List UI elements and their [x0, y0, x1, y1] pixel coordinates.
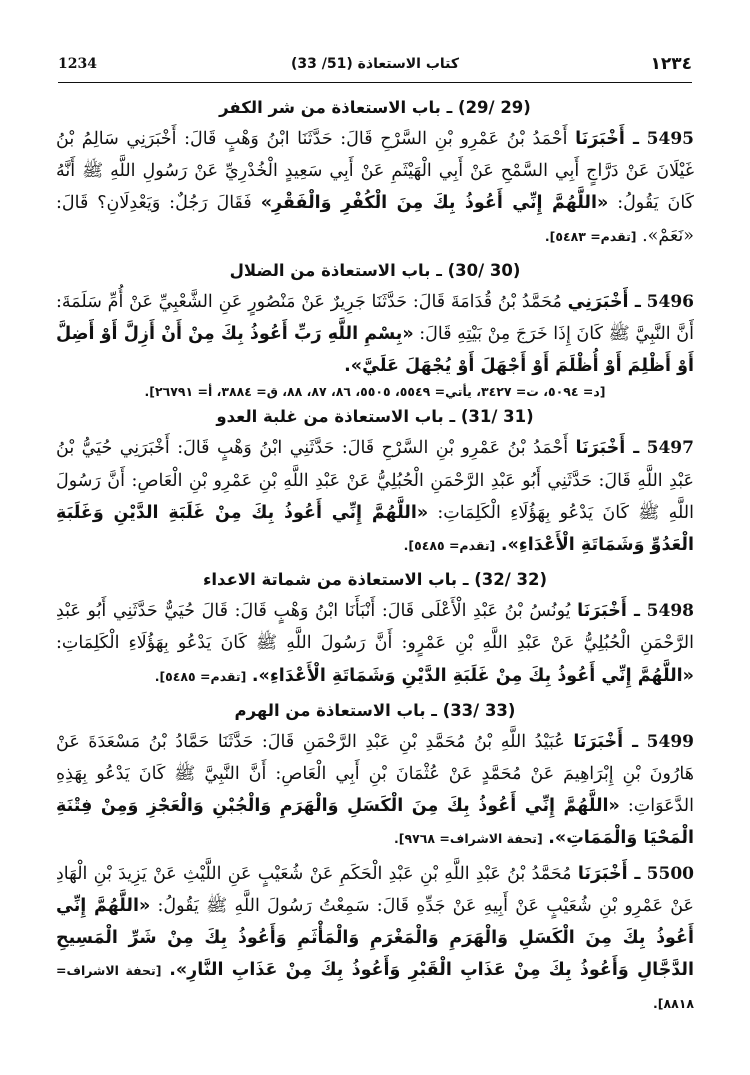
hadith-paragraph: [56, 123, 694, 253]
hadith-supplication: «اللَّهُمَّ إِنِّي أَعُوذُ بِكَ مِنَ الْكَسَلِ وَالْهَرَمِ وَالْجُبْنِ وَالْعَجْزِ وَمِنْ فِتْنَةِ الْمَحْيَا وَالْمَمَاتِ».: [56, 796, 694, 849]
hadith-prefix: ـ أَخْبَرَنَا: [577, 863, 641, 884]
hadith-prefix: ـ أَخْبَرَنَا: [575, 438, 640, 459]
hadith-number: 5497: [646, 438, 694, 459]
hadith-number: 5496: [646, 291, 694, 312]
hadith-paragraph: [56, 432, 694, 562]
hadith-text: أَحْمَدُ بْنُ عَمْرِو بْنِ السَّرْحِ قَالَ: حَدَّثَنَا ابْنُ وَهْبٍ قَالَ: أَخْبَرَنِي سَالِمُ بْنُ غَيْلَانَ عَنْ دَرَّاجٍ أَبِي السَّمْحِ عَنْ أَبِي الْهَيْثَمِ عَنْ أَبِي سَعِيدٍ الْخُدْرِيِّ عَنْ رَسُولِ اللَّهِ ﷺ أَنَّهُ كَانَ يَقُولُ:: [56, 129, 694, 214]
hadith-text: أَحْمَدُ بْنُ عَمْرِو بْنِ السَّرْحِ قَالَ: حَدَّثَنِي ابْنُ وَهْبٍ قَالَ: أَخْبَرَنِي حُيَيُّ بْنُ عَبْدِ اللَّهِ قَالَ: حَدَّثَنِي أَبُو عَبْدِ الرَّحْمَنِ الْحُبُلِيُّ عَنْ عَبْدِ اللَّهِ بْنِ عَمْرِو بْنِ الْعَاصِ: أَنَّ رَسُولَ اللَّهِ ﷺ كَانَ يَدْعُو بِهَؤُلَاءِ الْكَلِمَاتِ:: [56, 438, 694, 523]
running-header: [58, 52, 692, 83]
hadith-supplication: «اللَّهُمَّ إِنِّي أَعُوذُ بِكَ مِنْ غَلَبَةِ الدَّيْنِ وَشَمَاتَةِ الْأَعْدَاءِ».: [251, 665, 694, 686]
chapter-heading: (30 /30) ـ باب الاستعاذة من الضلال: [229, 260, 521, 280]
hadith-text: مُحَمَّدُ بْنُ عَبْدِ اللَّهِ بْنِ عَبْدِ الْحَكَمِ عَنْ شُعَيْبٍ عَنِ اللَّيْثِ عَنْ يَزِيدَ بْنِ الْهَادِ عَنْ عَمْرِو بْنِ شُعَيْبٍ عَنْ أَبِيهِ عَنْ جَدِّهِ قَالَ: سَمِعْتُ رَسُولَ اللَّهِ ﷺ يَقُولُ:: [56, 863, 694, 916]
page-number-latin: 1234: [58, 56, 97, 72]
hadith-paragraph: [56, 595, 694, 693]
hadith-reference: [تقدم= ٥٤٨٥].: [403, 538, 496, 554]
chapter-heading: (32 /32) ـ باب الاستعاذة من شماتة الاعداء: [202, 570, 548, 590]
hadith-prefix: ـ أَخْبَرَنَا: [573, 731, 639, 752]
hadith-paragraph: [56, 286, 694, 383]
hadith-prefix: ـ أَخْبَرَنَا: [577, 601, 641, 622]
hadith-continuation: فَقَالَ رَجُلٌ: وَيَعْدِلَانِ؟ قَالَ: «نَعَمْ».: [56, 193, 694, 246]
hadith-supplication: «اللَّهُمَّ إِنِّي أَعُوذُ بِكَ مِنَ الْكُفْرِ وَالْفَقْرِ»: [260, 193, 609, 214]
hadith-supplication: «بِسْمِ اللَّهِ رَبِّ أَعُوذُ بِكَ مِنْ أَنْ أَزِلَّ أَوْ أَضِلَّ أَوْ أَظْلِمَ أَوْ أُظْلَمَ أَوْ أَجْهَلَ أَوْ يُجْهَلَ عَلَيَّ».: [56, 324, 694, 377]
hadith-paragraph: [56, 858, 694, 1021]
hadith-text: عُبَيْدُ اللَّهِ بْنُ مُحَمَّدِ بْنِ عَبْدِ الرَّحْمَنِ قَالَ: حَدَّثَنَا حَمَّادُ بْنُ مَسْعَدَةَ عَنْ هَارُونَ بْنِ إِبْرَاهِيمَ عَنْ مُحَمَّدٍ عَنْ عُثْمَانَ بْنِ أَبِي الْعَاصِ: أَنَّ النَّبِيَّ ﷺ كَانَ يَدْعُو بِهَذِهِ الدَّعَوَاتِ:: [56, 731, 694, 817]
chapter-heading: (31 /31) ـ باب الاستعاذة من غلبة العدو: [216, 407, 534, 427]
hadith-supplication: «اللَّهُمَّ إِنِّي أَعُوذُ بِكَ مِنْ غَلَبَةِ الدَّيْنِ وَغَلَبَةِ الْعَدُوِّ وَشَمَاتَةِ الْأَعْدَاءِ».: [56, 502, 694, 556]
chapter-heading: (33 /33) ـ باب الاستعاذة من الهرم: [234, 700, 516, 720]
page-body: [56, 90, 694, 1023]
chapter-heading: (29 /29) ـ باب الاستعاذة من شر الكفر: [219, 98, 531, 117]
hadith-reference: [تقدم= ٥٤٨٣].: [544, 228, 637, 244]
hadith-reference: [تحفة الاشراف= ٨٨١٨].: [56, 963, 694, 1012]
hadith-prefix: ـ أَخْبَرَنِي: [567, 291, 641, 312]
hadith-reference: [تحفة الاشراف= ٩٧٦٨].: [394, 831, 543, 847]
hadith-paragraph: [56, 726, 694, 856]
hadith-number: 5495: [646, 129, 694, 149]
hadith-number: 5499: [646, 731, 694, 752]
hadith-number: 5498: [646, 601, 694, 622]
cross-references: [د= ٥٠٩٤، ت= ٣٤٢٧، يأتي= ٥٥٤٩، ٥٥٠٥، ٨٦، ٨٧، ٨٨، ق= ٣٨٨٤، أ= ٢٦٧٩١].: [144, 384, 606, 400]
hadith-prefix: ـ أَخْبَرَنَا: [575, 129, 640, 149]
hadith-number: 5500: [646, 863, 694, 884]
running-chapter-title: كتاب الاستعاذة (51/ 33): [290, 56, 460, 72]
page-number-arabic: ١٢٣٤: [650, 54, 692, 74]
hadith-reference: [تقدم= ٥٤٨٥].: [154, 668, 247, 684]
hadith-text: مُحَمَّدُ بْنُ قُدَامَةَ قَالَ: حَدَّثَنَا جَرِيرٌ عَنْ مَنْصُورٍ عَنِ الشَّعْبِيِّ عَنْ أُمِّ سَلَمَةَ: أَنَّ النَّبِيَّ ﷺ كَانَ إِذَا خَرَجَ مِنْ بَيْتِهِ قَالَ:: [56, 291, 694, 345]
hadith-supplication: «اللَّهُمَّ إِنِّي أَعُوذُ بِكَ مِنَ الْكَسَلِ وَالْهَرَمِ وَالْمَغْرَمِ وَالْمَأْثَمِ وَأَعُوذُ بِكَ مِنْ شَرِّ الْمَسِيحِ الدَّجَّالِ وَأَعُوذُ بِكَ مِنْ عَذَابِ الْقَبْرِ وَأَعُوذُ بِكَ مِنْ عَذَابِ النَّارِ».: [56, 895, 694, 981]
hadith-text: يُونُسُ بْنُ عَبْدِ الْأَعْلَى قَالَ: أَنْبَأَنَا ابْنُ وَهْبٍ قَالَ: قَالَ حُيَيٌّ حَدَّثَنِي أَبُو عَبْدِ الرَّحْمَنِ الْحُبُلِيُّ عَنْ عَبْدِ اللَّهِ بْنِ عَمْرٍو: أَنَّ رَسُولَ اللَّهِ ﷺ كَانَ يَدْعُو بِهَؤُلَاءِ الْكَلِمَاتِ:: [56, 601, 694, 654]
